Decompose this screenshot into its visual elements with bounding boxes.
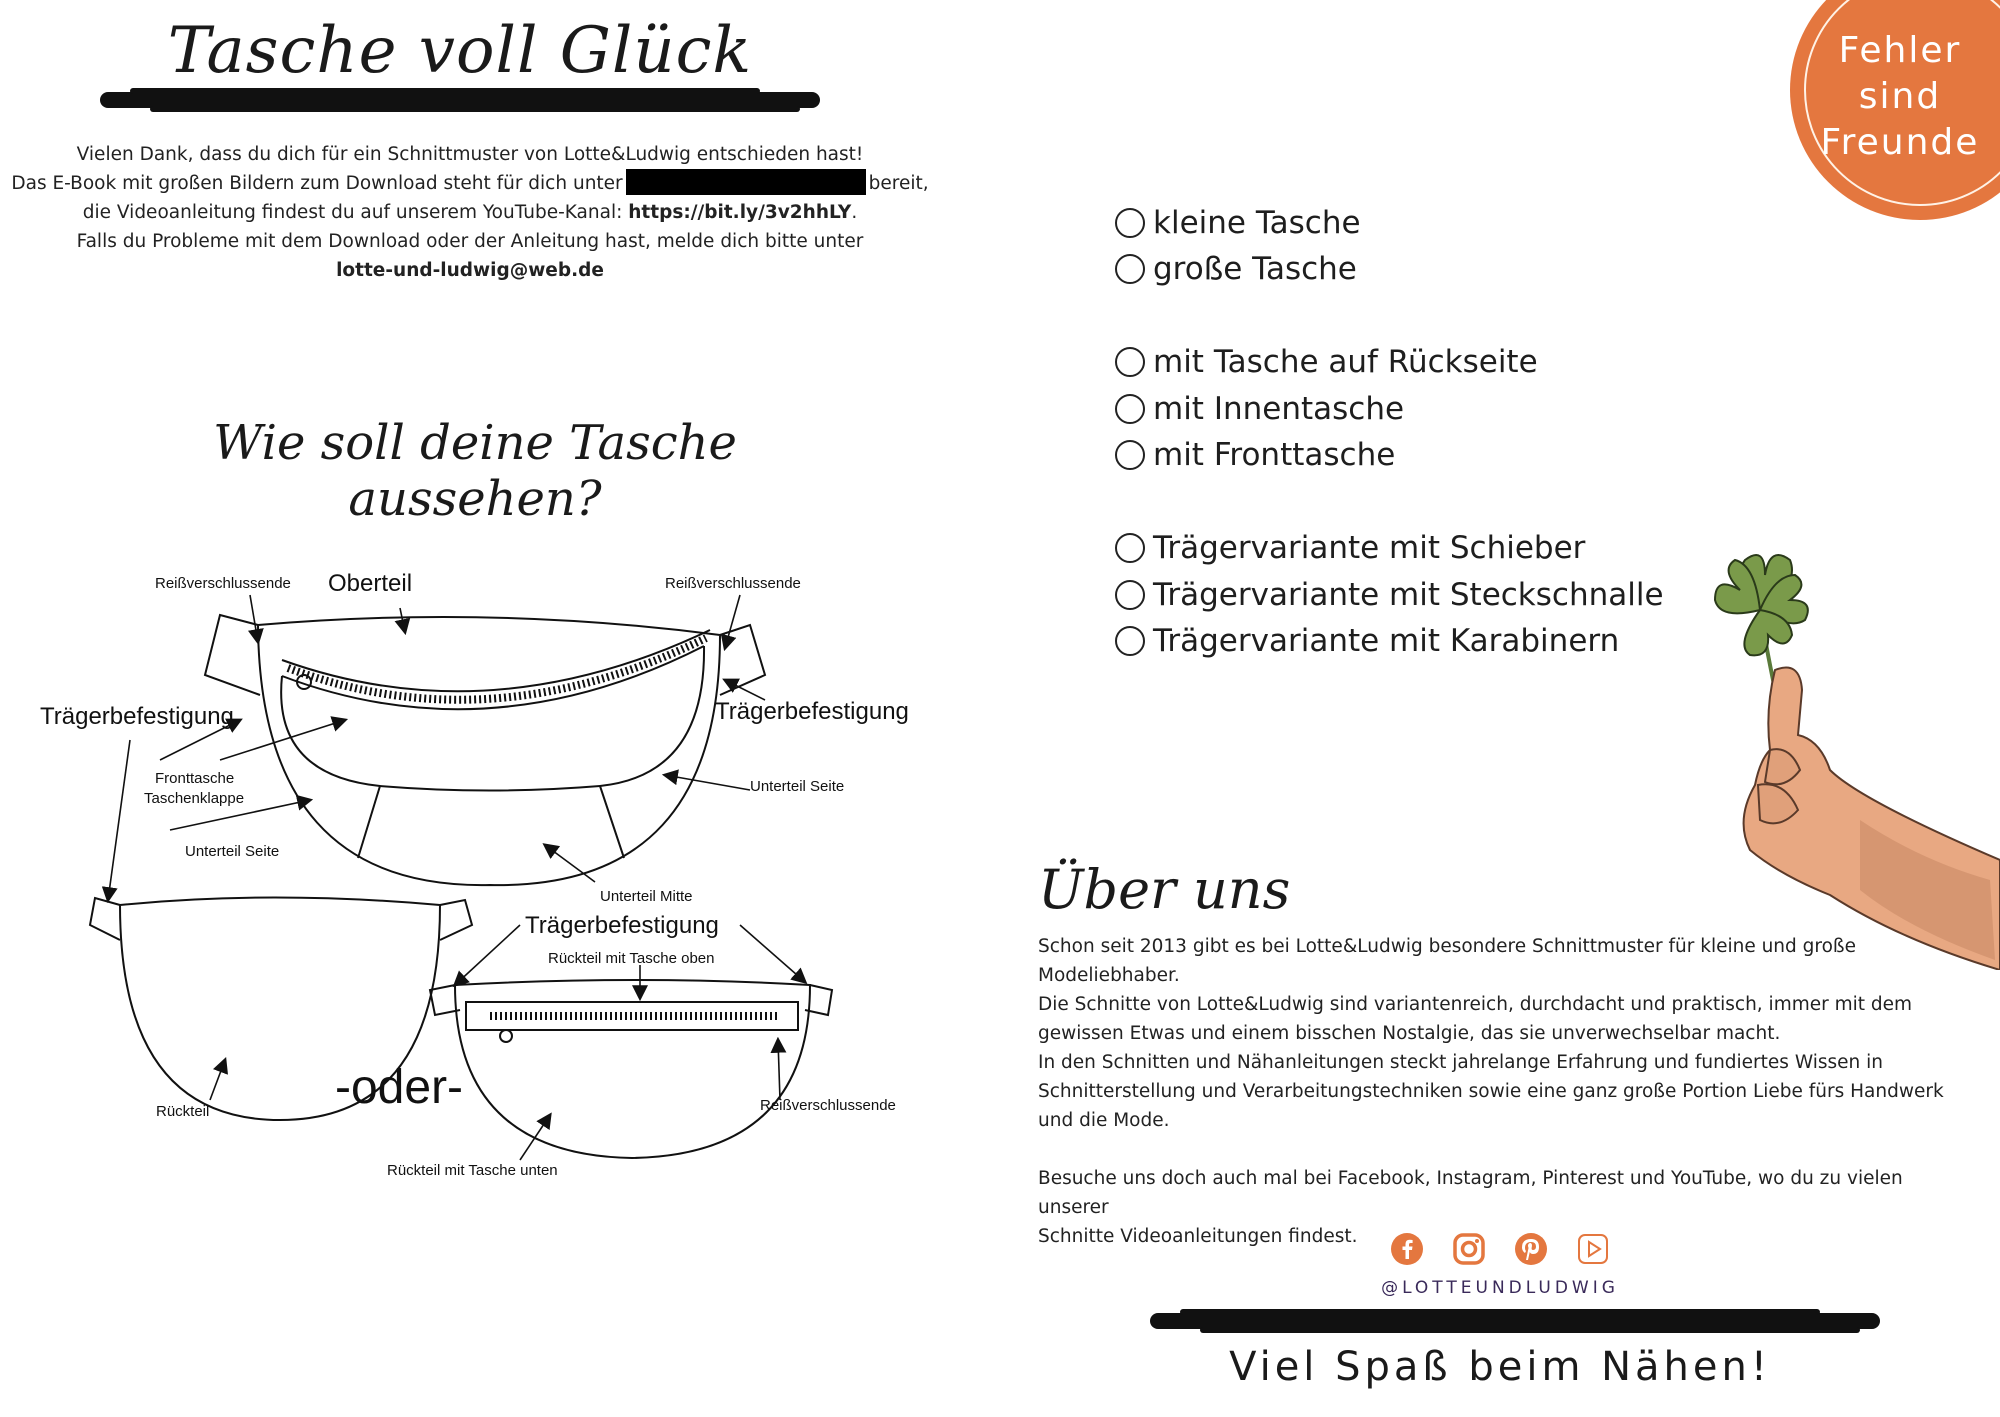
social-icons [1390,1232,1610,1272]
label-unterteil-mitte: Unterteil Mitte [600,888,693,905]
label-unterteil-seite-left: Unterteil Seite [185,843,280,860]
option-label: Trägervariante mit Karabinern [1153,623,1620,659]
zipper-upper [282,630,710,691]
label-rueckteil: Rückteil [156,1103,210,1120]
option-label: mit Fronttasche [1153,437,1396,473]
about-heading: Über uns [1038,858,1291,921]
radio-icon[interactable] [1115,440,1145,470]
label-oder: -oder- [335,1061,464,1114]
email-link[interactable]: lotte-und-ludwig@web.de [336,260,604,281]
radio-icon[interactable] [1115,254,1145,284]
youtube-link[interactable]: https://bit.ly/3v2hhLY [628,202,852,223]
option-steckschnalle[interactable] [1115,575,1664,615]
title-underline [100,92,820,108]
footer-underline [1150,1313,1880,1329]
label-zipper-end-bottom: Reißverschlussende [760,1097,896,1114]
redacted-link [626,169,866,195]
option-label: mit Tasche auf Rückseite [1153,344,1538,380]
label-rueckteil-oben: Rückteil mit Tasche oben [548,950,715,967]
option-schieber[interactable] [1115,528,1585,568]
pinterest-icon[interactable] [1514,1232,1548,1266]
page-title: Tasche voll Glück [167,14,753,88]
intro-line-3 [10,198,930,227]
radio-icon[interactable] [1115,208,1145,238]
fehler-badge [1790,0,2000,220]
radio-icon[interactable] [1115,347,1145,377]
label-rueckteil-unten: Rückteil mit Tasche unten [387,1162,558,1179]
instagram-icon[interactable] [1452,1232,1486,1266]
option-tasche-rueckseite[interactable] [1115,342,1538,382]
option-label: Trägervariante mit Schieber [1153,530,1586,566]
intro-line-1: Vielen Dank, dass du dich für ein Schnittmuster von Lotte&Ludwig entschieden hast! [76,144,864,165]
option-grosse-tasche[interactable] [1115,249,1357,289]
clover-hand-illustration [1690,520,2000,970]
intro-text [10,140,930,285]
badge-line-1: Fehler [1838,30,1962,71]
pocket-back-outline [455,980,810,1158]
label-oberteil: Oberteil [328,570,413,597]
social-handle: @LOTTEUNDLUDWIG [1381,1278,1619,1298]
radio-icon[interactable] [1115,394,1145,424]
about-paragraph-1: Schon seit 2013 gibt es bei Lotte&Ludwig besondere Schnittmuster für kleine und große Modeliebhaber. Die Schnitte von Lotte&Ludwig sind variantenreich, durchdacht und praktisch, immer mit dem gewissen Etwas und einem bisschen Nostalgie, das sie unverwechselbar macht. In den Schnitten und Nähanleitungen steckt jahrelange Erfahrung und fundiertes Wissen in Schnitterstellung und Verarbeitungstechniken sowie eine ganz große Portion Liebe fürs Handwerk und die Mode. [1038,936,1944,1131]
intro-line-3-end: . [851,202,858,223]
label-taschenklappe: Taschenklappe [144,790,245,807]
label-unterteil-seite-right: Unterteil Seite [750,778,845,795]
back-tab-left [90,898,120,940]
pocket-zipper-pull [500,1030,512,1042]
front-tab-right [720,625,765,695]
label-strap-bottom: Trägerbefestigung [525,912,719,939]
label-strap-right: Trägerbefestigung [715,698,909,725]
bottom-seam-left [358,786,380,858]
intro-line-2-start: Das E-Book mit großen Bildern zum Download steht für dich unter [11,173,623,194]
closing-text: Viel Spaß beim Nähen! [1229,1344,1771,1390]
about-text [1038,932,1968,1251]
option-label: Trägervariante mit Steckschnalle [1153,577,1664,613]
label-zipper-end-right: Reißverschlussende [665,575,801,592]
label-zipper-end-left: Reißverschlussende [155,575,291,592]
label-fronttasche: Fronttasche [155,770,235,787]
front-bag-outline [258,617,720,885]
bottom-seam-right [600,786,624,858]
radio-icon[interactable] [1115,626,1145,656]
option-label: mit Innentasche [1153,391,1405,427]
option-kleine-tasche[interactable] [1115,203,1361,243]
about-paragraph-2: Besuche uns doch auch mal bei Facebook, Instagram, Pinterest und YouTube, wo du zu vielen unserer Schnitte Videoanleitungen findest. [1038,1168,1903,1247]
intro-line-2 [10,169,930,198]
label-strap-left: Trägerbefestigung [40,703,234,730]
option-label: kleine Tasche [1153,205,1361,241]
badge-line-3: Freunde [1820,122,1980,163]
option-innentasche[interactable] [1115,389,1404,429]
option-karabiner[interactable] [1115,621,1619,661]
option-fronttasche[interactable] [1115,435,1395,475]
back-tab-right [440,900,472,940]
badge-text [1800,28,2000,166]
youtube-icon[interactable] [1576,1232,1610,1266]
option-label: große Tasche [1153,251,1357,287]
intro-line-4: Falls du Probleme mit dem Download oder der Anleitung hast, melde dich bitte unter [76,231,864,252]
intro-line-3-start: die Videoanleitung findest du auf unserem YouTube-Kanal: [82,202,623,223]
question-heading: Wie soll deine Tasche aussehen? [213,415,737,527]
bag-diagram [20,560,940,1200]
radio-icon[interactable] [1115,533,1145,563]
badge-line-2: sind [1858,76,1942,117]
clover-hand-drawing [1690,520,2000,970]
front-tab-left [205,615,260,695]
facebook-icon[interactable] [1390,1232,1424,1266]
intro-line-2-end: bereit, [868,173,929,194]
radio-icon[interactable] [1115,580,1145,610]
